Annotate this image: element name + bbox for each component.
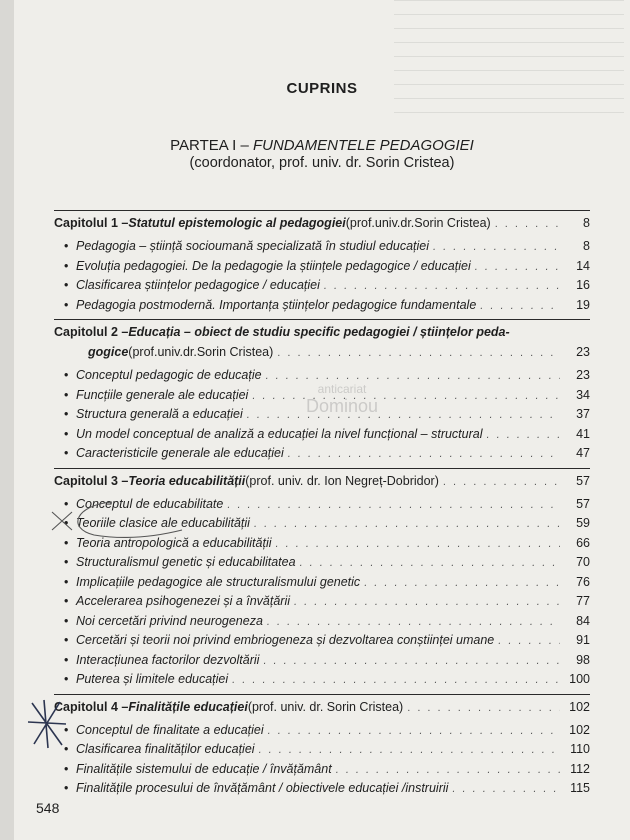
dot-leader bbox=[268, 722, 560, 742]
toc-item bbox=[54, 573, 590, 593]
dot-leader bbox=[475, 258, 560, 278]
item-text: • Finalitățile sistemului de educație / învățământ bbox=[76, 761, 332, 776]
item-text: • Clasificarea finalităților educației bbox=[76, 742, 255, 756]
part-label: PARTEA I – bbox=[170, 137, 253, 154]
item-text: • Conceptul pedagogic de educație bbox=[76, 368, 262, 382]
dot-leader bbox=[300, 554, 560, 574]
chapter-label: Capitolul 4 – bbox=[54, 699, 129, 714]
toc-item bbox=[54, 760, 590, 780]
item-page: 115 bbox=[570, 781, 590, 795]
chapter-title: Teoria educabilității bbox=[128, 473, 246, 488]
item-page: 57 bbox=[576, 496, 590, 511]
dot-leader bbox=[276, 535, 560, 555]
dot-leader bbox=[364, 574, 560, 594]
dot-leader bbox=[294, 593, 560, 613]
dot-leader bbox=[433, 238, 560, 258]
chapter-author: (prof.univ.dr.Sorin Cristea) bbox=[345, 216, 491, 230]
toc-item bbox=[54, 444, 590, 464]
item-page: 59 bbox=[576, 516, 590, 530]
page-number: 548 bbox=[36, 800, 60, 816]
chapter-1-heading bbox=[54, 211, 590, 233]
toc-item bbox=[54, 495, 590, 515]
chapter-page: 57 bbox=[576, 473, 590, 488]
item-page: 37 bbox=[576, 407, 590, 421]
chapter-3-heading bbox=[54, 469, 590, 491]
toc-item bbox=[54, 276, 590, 296]
item-page: 76 bbox=[576, 574, 590, 589]
chapter-label: Capitolul 1 – bbox=[54, 216, 129, 230]
watermark-line-2: Dominou bbox=[305, 396, 379, 416]
toc-item bbox=[54, 670, 590, 690]
dot-leader bbox=[259, 741, 560, 761]
dot-leader bbox=[267, 613, 560, 633]
item-page: 98 bbox=[576, 652, 590, 667]
page-title: CUPRINS bbox=[286, 80, 358, 97]
chapter-label: Capitolul 2 – bbox=[54, 325, 129, 339]
dot-leader bbox=[288, 445, 560, 465]
chapter-4-heading bbox=[54, 695, 590, 717]
item-page: 66 bbox=[576, 535, 590, 550]
toc-item bbox=[54, 651, 590, 671]
item-page: 23 bbox=[576, 368, 590, 382]
item-page: 112 bbox=[570, 761, 590, 776]
item-text: • Funcțiile generale ale educației bbox=[76, 387, 249, 402]
item-text: • Pedagogia – știință socioumană specializată în studiul educației bbox=[76, 239, 430, 253]
bleed-through-text bbox=[394, 0, 624, 120]
item-page: 77 bbox=[576, 594, 590, 608]
dot-leader bbox=[263, 652, 560, 672]
chapter-author: (prof.univ.dr.Sorin Cristea) bbox=[128, 345, 274, 359]
item-text: • Caracteristicile generale ale educației bbox=[76, 446, 284, 460]
toc-item bbox=[54, 514, 590, 534]
item-page: 100 bbox=[569, 672, 590, 686]
toc-item bbox=[54, 740, 590, 760]
item-text: • Teoria antropologică a educabilității bbox=[76, 535, 272, 550]
dot-leader bbox=[498, 632, 560, 652]
item-text: • Interacțiunea factorilor dezvoltării bbox=[76, 652, 260, 667]
chapter-title: Finalitățile educației bbox=[128, 699, 248, 714]
part-coordinator: (coordonator, prof. univ. dr. Sorin Cristea) bbox=[189, 155, 455, 171]
toc-item bbox=[54, 721, 590, 741]
item-page: 16 bbox=[576, 278, 590, 292]
item-page: 110 bbox=[570, 742, 590, 756]
watermark-line-1: anticariat bbox=[317, 382, 367, 396]
chapter-title-continued: gogice bbox=[88, 345, 129, 359]
chapter-author: (prof. univ. dr. Ion Negreț-Dobridor) bbox=[245, 473, 439, 488]
item-page: 19 bbox=[576, 297, 590, 312]
dot-leader bbox=[443, 472, 560, 492]
toc-item bbox=[54, 612, 590, 632]
item-text: • Teoriile clasice ale educabilității bbox=[76, 516, 250, 530]
item-page: 91 bbox=[576, 633, 590, 647]
item-text: • Un model conceptual de analiză a educației la nivel funcțional – structural bbox=[76, 426, 483, 441]
toc-item bbox=[54, 779, 590, 799]
dot-leader bbox=[232, 671, 560, 691]
book-page bbox=[14, 0, 630, 840]
dot-leader bbox=[324, 277, 560, 297]
chapter-title: Educația – obiect de studiu specific pedagogiei / științelor peda- bbox=[128, 325, 510, 339]
item-text: • Puterea și limitele educației bbox=[76, 672, 229, 686]
chapter-label: Capitolul 3 – bbox=[54, 473, 129, 488]
item-text: • Accelerarea psihogenezei și a învățării bbox=[76, 594, 291, 608]
item-text: • Structuralismul genetic și educabilitatea bbox=[76, 555, 296, 569]
item-text: • Clasificarea științelor pedagogice / educației bbox=[76, 278, 320, 292]
dot-leader bbox=[227, 496, 560, 516]
watermark bbox=[272, 382, 412, 442]
chapter-author: (prof. univ. dr. Sorin Cristea) bbox=[247, 699, 404, 714]
item-page: 14 bbox=[576, 258, 590, 273]
dot-leader bbox=[480, 297, 560, 317]
table-of-contents bbox=[54, 210, 590, 799]
toc-item bbox=[54, 237, 590, 257]
item-page: 8 bbox=[583, 239, 590, 253]
item-text: • Pedagogia postmodernă. Importanța științelor pedagogice fundamentale bbox=[76, 297, 477, 312]
item-text: • Cercetări și teorii noi privind embriogeneza și dezvoltarea conștiinței umane bbox=[76, 633, 495, 647]
item-text: • Evoluția pedagogiei. De la pedagogie la științele pedagogice / educației bbox=[76, 258, 471, 273]
item-page: 70 bbox=[576, 555, 590, 569]
part-name: FUNDAMENTELE PEDAGOGIEI bbox=[252, 137, 474, 154]
chapter-2-heading bbox=[54, 320, 590, 362]
item-page: 102 bbox=[569, 722, 590, 737]
toc-item bbox=[54, 257, 590, 277]
toc-item bbox=[54, 592, 590, 612]
toc-item bbox=[54, 534, 590, 554]
chapter-title: Statutul epistemologic al pedagogiei bbox=[128, 216, 346, 230]
dot-leader bbox=[254, 515, 560, 535]
toc-item bbox=[54, 631, 590, 651]
chapter-page: 8 bbox=[583, 216, 590, 230]
chapter-page: 23 bbox=[576, 345, 590, 359]
dot-leader bbox=[277, 343, 560, 363]
toc-item bbox=[54, 553, 590, 573]
item-page: 34 bbox=[576, 387, 590, 402]
item-text: • Finalitățile procesului de învățământ / obiectivele educației /instruirii bbox=[76, 781, 449, 795]
item-text: • Conceptul de finalitate a educației bbox=[76, 722, 264, 737]
dot-leader bbox=[495, 214, 560, 234]
item-page: 47 bbox=[576, 446, 590, 460]
chapter-page: 102 bbox=[569, 699, 590, 714]
dot-leader bbox=[407, 698, 560, 718]
item-text: • Noi cercetări privind neurogeneza bbox=[76, 613, 263, 628]
item-page: 84 bbox=[576, 613, 590, 628]
part-heading bbox=[14, 137, 630, 154]
dot-leader bbox=[452, 780, 560, 800]
item-text: • Structura generală a educației bbox=[76, 407, 243, 421]
item-page: 41 bbox=[576, 426, 590, 441]
item-text: • Implicațiile pedagogice ale structuralismului genetic bbox=[76, 574, 361, 589]
dot-leader bbox=[336, 761, 560, 781]
item-text: • Conceptul de educabilitate bbox=[76, 496, 224, 511]
dot-leader bbox=[487, 426, 561, 446]
toc-item bbox=[54, 296, 590, 316]
